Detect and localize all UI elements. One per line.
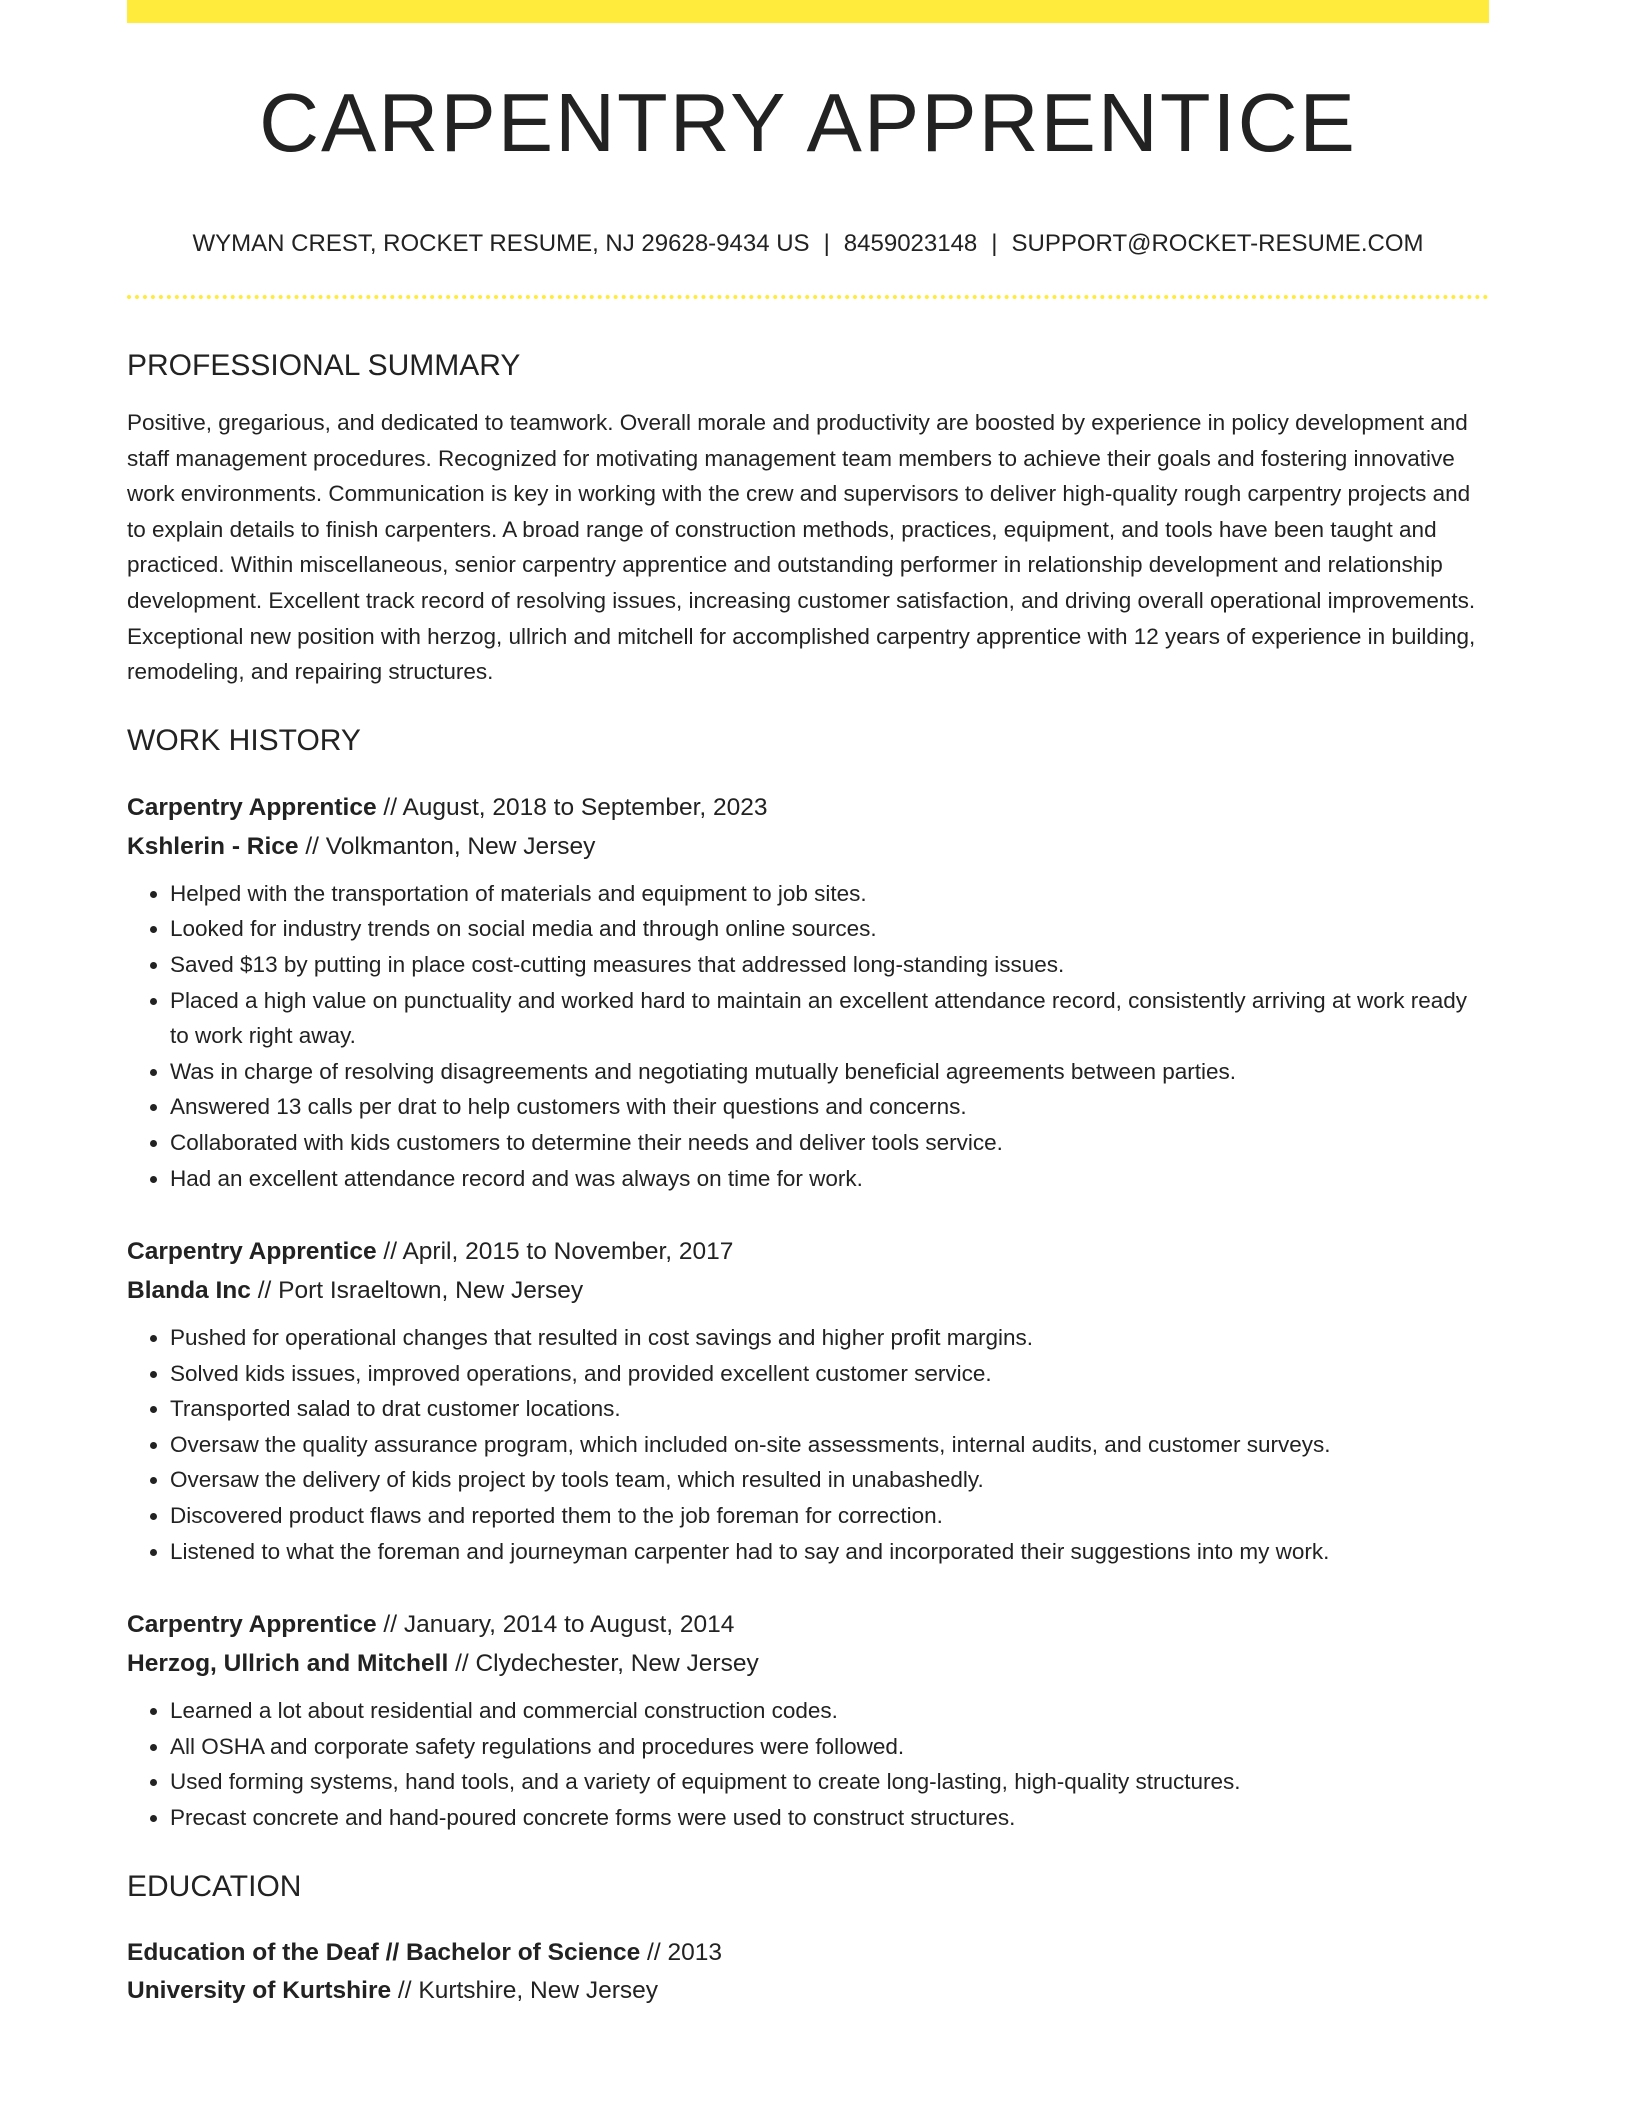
- job-company: Kshlerin - Rice: [127, 832, 299, 860]
- resume-page: [127, 0, 1489, 2010]
- job-bullets: [127, 876, 1489, 1196]
- education-entry: [127, 1934, 1489, 2010]
- contact-separator: |: [823, 230, 830, 257]
- job-bullet: • Oversaw the quality assurance program, which included on-site assessments, internal audits, and customer surveys.: [170, 1427, 1489, 1463]
- job-bullet: • Oversaw the delivery of kids project by tools team, which resulted in unabashedly.: [170, 1462, 1489, 1498]
- job-role: Carpentry Apprentice: [127, 1238, 377, 1266]
- job-bullet: • Had an excellent attendance record and was always on time for work.: [170, 1161, 1489, 1197]
- job-bullet: • Answered 13 calls per drat to help customers with their questions and concerns.: [170, 1089, 1489, 1125]
- contact-address: WYMAN CREST, ROCKET RESUME, NJ 29628-9434 US: [192, 230, 810, 257]
- contact-email: SUPPORT@ROCKET-RESUME.COM: [1011, 230, 1424, 257]
- job-company-line: [127, 827, 1489, 866]
- job-location: // Clydechester, New Jersey: [448, 1650, 759, 1678]
- education-degree-line: [127, 1934, 1489, 1972]
- contact-line: [127, 232, 1489, 256]
- job-dates: // April, 2015 to November, 2017: [376, 1238, 734, 1266]
- job-bullet: • Learned a lot about residential and commercial construction codes.: [170, 1693, 1489, 1729]
- job-company-line: [127, 1644, 1489, 1683]
- job-bullets: [127, 1320, 1489, 1569]
- job-dates: // January, 2014 to August, 2014: [376, 1611, 735, 1639]
- job-company-line: [127, 1271, 1489, 1310]
- job-entry: [127, 788, 1489, 1196]
- job-location: // Volkmanton, New Jersey: [298, 832, 596, 860]
- job-dates: // August, 2018 to September, 2023: [376, 793, 768, 821]
- job-title-line: [127, 788, 1489, 827]
- resume-name: CARPENTRY APPRENTICE: [259, 76, 1357, 169]
- job-role: Carpentry Apprentice: [127, 1611, 377, 1639]
- job-bullet: • Used forming systems, hand tools, and a variety of equipment to create long-lasting, high-quality structures.: [170, 1764, 1489, 1800]
- summary-heading: PROFESSIONAL SUMMARY: [127, 349, 521, 382]
- job-bullet: • Looked for industry trends on social media and through online sources.: [170, 911, 1489, 947]
- contact-separator: |: [991, 230, 998, 257]
- job-entry: [127, 1232, 1489, 1569]
- education-school: University of Kurtshire: [127, 1976, 392, 2004]
- education-location: // Kurtshire, New Jersey: [391, 1976, 658, 2004]
- job-bullet: • Placed a high value on punctuality and worked hard to maintain an excellent attendance record, consistently arriving at work ready to work right away.: [170, 983, 1489, 1054]
- job-bullet: • Saved $13 by putting in place cost-cutting measures that addressed long-standing issues.: [170, 947, 1489, 983]
- contact-phone: 8459023148: [843, 230, 978, 257]
- dotted-divider: [127, 295, 1489, 299]
- accent-bar: [127, 0, 1489, 23]
- education-year: // 2013: [640, 1938, 722, 1966]
- job-bullet: • All OSHA and corporate safety regulations and procedures were followed.: [170, 1729, 1489, 1765]
- job-bullet: • Precast concrete and hand-poured concrete forms were used to construct structures.: [170, 1800, 1489, 1836]
- job-bullet: • Collaborated with kids customers to determine their needs and deliver tools service.: [170, 1125, 1489, 1161]
- job-entry: [127, 1605, 1489, 1835]
- job-bullet: • Transported salad to drat customer locations.: [170, 1391, 1489, 1427]
- job-bullet: • Pushed for operational changes that resulted in cost savings and higher profit margins.: [170, 1320, 1489, 1356]
- work-history-heading: WORK HISTORY: [127, 723, 361, 757]
- education-degree: Education of the Deaf // Bachelor of Science: [127, 1938, 641, 1966]
- job-bullet: • Listened to what the foreman and journeyman carpenter had to say and incorporated their suggestions into my work.: [170, 1534, 1489, 1570]
- job-title-line: [127, 1605, 1489, 1644]
- summary-text: Positive, gregarious, and dedicated to teamwork. Overall morale and productivity are boosted by experience in policy development and staff management procedures. Recognized for motivating management team members to achieve their goals and fostering innovative work environments. Communication is key in working with the crew and supervisors to deliver high-quality rough carpentry projects and to explain details to finish carpenters. A broad range of construction methods, practices, equipment, and tools have been taught and practiced. Within miscellaneous, senior carpentry apprentice and outstanding performer in relationship development and relationship development. Excellent track record of resolving issues, increasing customer satisfaction, and driving overall operational improvements. Exceptional new position with herzog, ullrich and mitchell for accomplished carpentry apprentice with 12 years of experience in building, remodeling, and repairing structures.: [127, 410, 1476, 685]
- job-company: Blanda Inc: [127, 1277, 251, 1305]
- job-bullet: • Helped with the transportation of materials and equipment to job sites.: [170, 876, 1489, 912]
- education-heading: EDUCATION: [127, 1869, 302, 1903]
- education-school-line: [127, 1972, 1489, 2010]
- job-company: Herzog, Ullrich and Mitchell: [127, 1650, 449, 1678]
- job-bullet: • Discovered product flaws and reported them to the job foreman for correction.: [170, 1498, 1489, 1534]
- job-title-line: [127, 1232, 1489, 1271]
- job-location: // Port Israeltown, New Jersey: [250, 1277, 584, 1305]
- job-bullet: • Was in charge of resolving disagreements and negotiating mutually beneficial agreements between parties.: [170, 1054, 1489, 1090]
- job-bullets: [127, 1693, 1489, 1835]
- job-role: Carpentry Apprentice: [127, 793, 377, 821]
- job-bullet: • Solved kids issues, improved operations, and provided excellent customer service.: [170, 1356, 1489, 1392]
